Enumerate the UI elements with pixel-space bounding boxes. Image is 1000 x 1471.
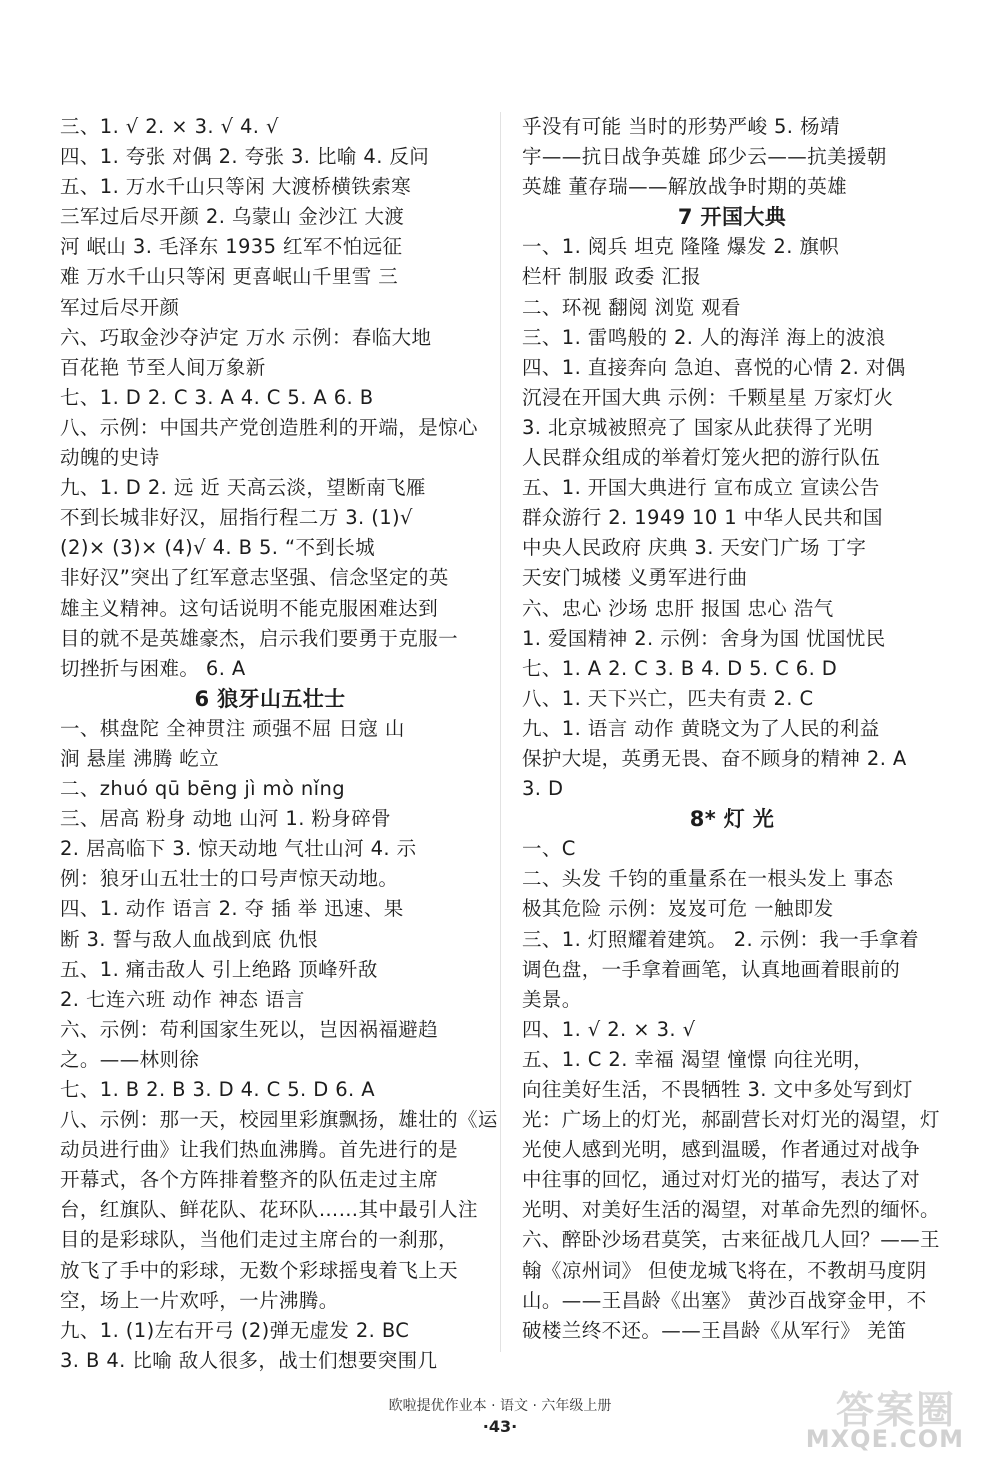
answer-line: 二、头发 千钧的重量系在一根头发上 事态 — [522, 867, 894, 891]
answer-line: 四、1. 夸张 对偶 2. 夸张 3. 比喻 4. 反问 — [60, 145, 430, 169]
answer-line: 七、1. A 2. C 3. B 4. D 5. C 6. D — [522, 656, 838, 680]
answer-line: 宇——抗日战争英雄 邱少云——抗美援朝 — [522, 145, 887, 169]
answer-line: 例：狼牙山五壮士的口号声惊天动地。 — [60, 867, 399, 891]
answer-line: 非好汉”突出了红军意志坚强、信念坚定的英 — [60, 566, 449, 590]
answer-line: 八、1. 天下兴亡，匹夫有责 2. C — [522, 686, 814, 710]
answer-line: 六、忠心 沙场 忠肝 报国 忠心 浩气 — [522, 596, 834, 620]
answer-line: 3. 北京城被照亮了 国家从此获得了光明 — [522, 415, 874, 439]
answer-line: 四、1. 直接奔向 急迫、喜悦的心情 2. 对偶 — [522, 355, 906, 379]
answer-line: 人民群众组成的举着灯笼火把的游行队伍 — [522, 446, 881, 470]
answer-line: 1. 爱国精神 2. 示例：舍身为国 忧国忧民 — [522, 626, 886, 650]
left-column — [60, 112, 498, 1376]
answer-line: 五、1. 万水千山只等闲 大渡桥横铁索寒 — [60, 175, 412, 199]
answer-line: 九、1. 语言 动作 黄晓文为了人民的利益 — [522, 716, 880, 740]
answer-line: 动魄的史诗 — [60, 446, 160, 470]
answer-line: 三军过后尽开颜 2. 乌蒙山 金沙江 大渡 — [60, 205, 405, 229]
answer-line: 翰《凉州词》 但使龙城飞将在，不教胡马度阴 — [522, 1258, 927, 1282]
answer-line: 目的是彩球队，当他们走过主席台的一刹那， — [60, 1228, 459, 1252]
answer-line: 之。——林则徐 — [60, 1047, 200, 1071]
answer-line: 栏杆 制服 政委 汇报 — [522, 265, 701, 289]
answer-line: 保护大堤，英勇无畏、奋不顾身的精神 2. A — [522, 746, 907, 770]
answer-line: (2)× (3)× (4)√ 4. B 5. “不到长城 — [60, 536, 376, 560]
answer-line: 断 3. 誓与敌人血战到底 仇恨 — [60, 927, 319, 951]
lesson-heading: 8* 灯 光 — [689, 807, 775, 832]
answer-line: 三、1. 灯照耀着建筑。 2. 示例：我一手拿着 — [522, 927, 919, 951]
answer-line: 台，红旗队、鲜花队、花环队……其中最引人注 — [60, 1198, 478, 1222]
watermark-url: MXQE.COM — [805, 1425, 964, 1453]
answer-line: 3. B 4. 比喻 敌人很多，战士们想要突围几 — [60, 1348, 438, 1372]
answer-line: 光明、对美好生活的渴望，对革命先烈的缅怀。 — [522, 1198, 940, 1222]
watermark-logo — [784, 1375, 964, 1453]
answer-line: 极其危险 示例：岌岌可危 一触即发 — [522, 897, 834, 921]
answer-line: 九、1. D 2. 远 近 天高云淡，望断南飞雁 — [60, 476, 426, 500]
answer-line: 中往事的回忆，通过对灯光的描写，表达了对 — [522, 1168, 921, 1192]
answer-line: 调色盘，一手拿着画笔，认真地画着眼前的 — [522, 957, 901, 981]
answer-line: 九、1. (1)左右开弓 (2)弹无虚发 2. BC — [60, 1318, 410, 1342]
answer-line: 动员进行曲》让我们热血沸腾。首先进行的是 — [60, 1138, 459, 1162]
answer-line: 三、居高 粉身 动地 山河 1. 粉身碎骨 — [60, 807, 391, 831]
right-column — [522, 112, 942, 1346]
answer-line: 军过后尽开颜 — [60, 295, 180, 319]
lesson-heading: 7 开国大典 — [677, 205, 787, 230]
answer-line: 四、1. √ 2. × 3. √ — [522, 1017, 696, 1041]
answer-line: 三、1. 雷鸣般的 2. 人的海洋 海上的波浪 — [522, 325, 886, 349]
answer-line: 七、1. D 2. C 3. A 4. C 5. A 6. B — [60, 385, 374, 409]
answer-line: 百花艳 节至人间万象新 — [60, 355, 266, 379]
answer-line: 群众游行 2. 1949 10 1 中华人民共和国 — [522, 506, 883, 530]
answer-line: 光使人感到光明，感到温暖，作者通过对战争 — [522, 1138, 921, 1162]
answer-line: 切挫折与困难。 6. A — [60, 656, 246, 680]
answer-line: 山。——王昌龄《出塞》 黄沙百战穿金甲，不 — [522, 1288, 927, 1312]
page-number: ·43· — [482, 1417, 518, 1436]
answer-line: 一、C — [522, 837, 576, 861]
answer-line: 涧 悬崖 沸腾 屹立 — [60, 746, 220, 770]
answer-line: 目的就不是英雄豪杰，启示我们要勇于克服一 — [60, 626, 459, 650]
answer-line: 中央人民政府 庆典 3. 天安门广场 丁字 — [522, 536, 867, 560]
footer-title: 欧啦提优作业本 · 语文 · 六年级上册 — [388, 1398, 612, 1414]
answer-line: 六、示例：苟利国家生死以，岂因祸福避趋 — [60, 1017, 439, 1041]
answer-line: 空，场上一片欢呼，一片沸腾。 — [60, 1288, 339, 1312]
answer-line: 不到长城非好汉，屈指行程二万 3. (1)√ — [60, 506, 413, 530]
answer-line: 八、示例：中国共产党创造胜利的开端，是惊心 — [60, 415, 478, 439]
answer-line: 河 岷山 3. 毛泽东 1935 红军不怕远征 — [60, 235, 403, 259]
answer-line: 天安门城楼 义勇军进行曲 — [522, 566, 748, 590]
answer-line: 向往美好生活，不畏牺牲 3. 文中多处写到灯 — [522, 1078, 913, 1101]
answer-line: 美景。 — [522, 987, 582, 1011]
watermark-top: 答案圈 — [835, 1388, 956, 1432]
answer-line: 七、1. B 2. B 3. D 4. C 5. D 6. A — [60, 1078, 375, 1101]
answer-line: 英雄 董存瑞——解放战争时期的英雄 — [522, 175, 847, 199]
answer-line: 难 万水千山只等闲 更喜岷山千里雪 三 — [60, 265, 399, 289]
answer-line: 六、醉卧沙场君莫笑，古来征战几人回？——王 — [522, 1228, 940, 1252]
answer-line: 五、1. 痛击敌人 引上绝路 顶峰歼敌 — [60, 957, 378, 981]
answer-line: 2. 七连六班 动作 神态 语言 — [60, 987, 305, 1011]
answer-line: 乎没有可能 当时的形势严峻 5. 杨靖 — [522, 115, 840, 138]
column-divider — [500, 112, 501, 1352]
answer-line: 二、环视 翻阅 浏览 观看 — [522, 295, 741, 319]
answer-line: 光：广场上的灯光，郝副营长对灯光的渴望，灯 — [522, 1108, 940, 1132]
answer-line: 2. 居高临下 3. 惊天动地 气壮山河 4. 示 — [60, 837, 417, 861]
answer-line: 五、1. C 2. 幸福 渴望 憧憬 向往光明， — [522, 1047, 874, 1071]
answer-line: 三、1. √ 2. × 3. √ 4. √ — [60, 115, 279, 138]
answer-line: 一、1. 阅兵 坦克 隆隆 爆发 2. 旗帜 — [522, 235, 840, 259]
answer-line: 破楼兰终不还。——王昌龄《从军行》 羌笛 — [522, 1318, 907, 1342]
answer-line: 3. D — [522, 777, 564, 801]
lesson-heading: 6 狼牙山五壮士 — [194, 686, 346, 711]
answer-line: 放飞了手中的彩球，无数个彩球摇曳着飞上天 — [60, 1258, 459, 1282]
answer-line: 五、1. 开国大典进行 宣布成立 宣读公告 — [522, 476, 880, 500]
answer-line: 二、zhuó qū bēng jì mò nǐng — [60, 777, 345, 801]
answer-line: 八、示例：那一天，校园里彩旗飘扬，雄壮的《运 — [60, 1108, 498, 1132]
answer-line: 雄主义精神。这句话说明不能克服困难达到 — [60, 596, 439, 620]
answer-line: 一、棋盘陀 全神贯注 顽强不屈 日寇 山 — [60, 716, 405, 740]
answer-line: 沉浸在开国大典 示例：千颗星星 万家灯火 — [522, 385, 894, 409]
answer-line: 开幕式，各个方阵排着整齐的队伍走过主席 — [60, 1168, 439, 1192]
answer-line: 六、巧取金沙夺泸定 万水 示例：春临大地 — [60, 325, 432, 349]
answer-line: 四、1. 动作 语言 2. 夺 插 举 迅速、果 — [60, 897, 404, 921]
